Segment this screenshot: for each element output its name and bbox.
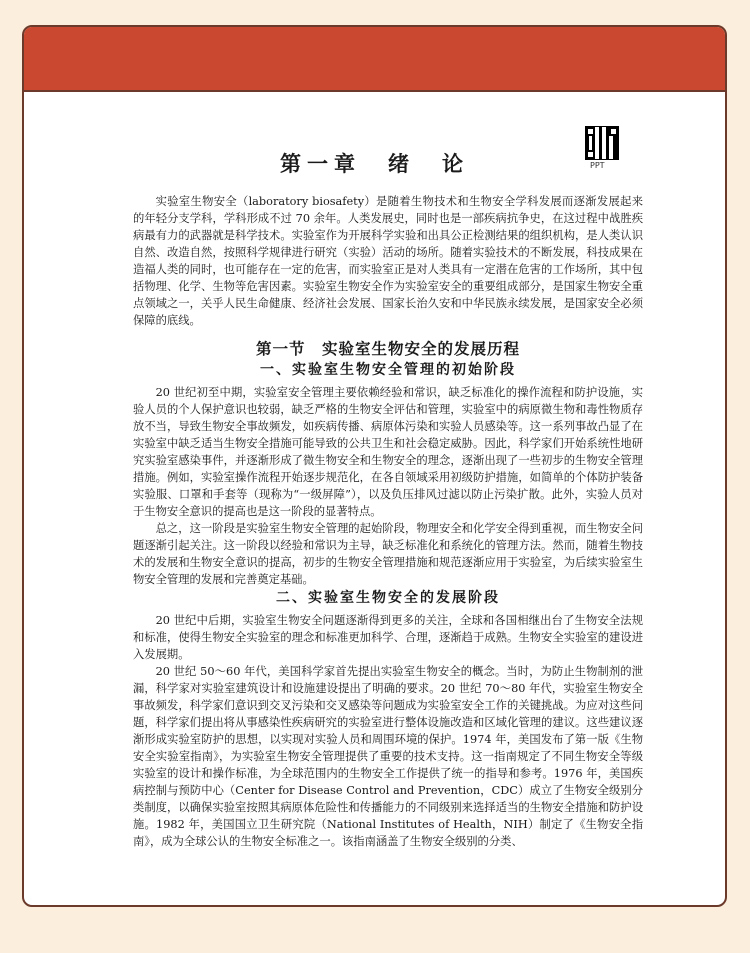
paragraph: 20 世纪初至中期，实验室安全管理主要依赖经验和常识，缺乏标准化的操作流程和防护设施，实验人员的个人保护意识也较弱，缺乏严格的生物安全评估和管理，实验室中的病原微生物和毒性物质存放不当，导致生物安全事故频发，如疾病传播、病原体污染和实验人员感染等。这一系列事故凸显了在实验室中缺乏适当生物安全措施可能导致的公共卫生和社会稳定威胁。因此，科学家们开始系统性地研究实验室感染事件，并逐渐形成了微生物安全和生物安全的理念，逐渐出现了一些初步的生物安全管理措施。例如，实验室操作流程开始逐步规范化，在各自领域采用初级防护措施，如简单的个体防护装备实验服、口罩和手套等（现称为“一级屏障”），以及负压排风过滤以防止污染扩散。此外，实验人员对于生物安全意识的提高也是这一阶段的显著特点。 <box>133 386 643 518</box>
subsection-title-2: 二、实验室生物安全的发展阶段 <box>276 590 500 606</box>
paragraph: 20 世纪中后期，实验室生物安全问题逐渐得到更多的关注，全球和各国相继出台了生物安全法规和标准，使得生物安全实验室的理念和标准更加科学、合理，逐渐趋于成熟。生物安全实验室的建设进入发展期。 <box>133 614 643 661</box>
page-content <box>133 193 643 850</box>
chapter-title: 第一章 绪 论 <box>280 152 469 176</box>
page-card <box>22 25 727 907</box>
qr-label: PPT <box>590 161 605 170</box>
intro-paragraph: 实验室生物安全（laboratory biosafety）是随着生物技术和生物安全学科发展而逐渐发展起来的年轻分支学科，学科形成不过 70 余年。人类发展史，同时也是一部疾病抗争史，在这过程中战胜疾病最有力的武器就是科学技术。实验室作为开展科学实验和出具公正检测结果的组织机构，是人类认识自然、改造自然，按照科学规律进行研究（实验）活动的场所。随着实验技术的不断发展，科技成果在造福人类的同时，也可能存在一定的危害，而实验室正是对人类具有一定潜在危害的工作场所，其中包括物理、化学、生物等危害因素。实验室生物安全作为实验室安全的重要组成部分，是国家生物安全重点领域之一，关乎人民生命健康、经济社会发展、国家长治久安和中华民族永续发展，是国家安全必须保障的底线。 <box>133 195 643 327</box>
subsection-title-1: 一、实验室生物安全管理的初始阶段 <box>260 362 516 378</box>
section-title: 第一节 实验室生物安全的发展历程 <box>255 340 520 358</box>
paragraph: 20 世纪 50～60 年代，美国科学家首先提出实验室生物安全的概念。当时，为防止生物制剂的泄漏，科学家对实验室建筑设计和设施建设提出了明确的要求。20 世纪 70～80 年代，实验室生物安全事故频发，科学家们意识到交叉污染和交叉感染等问题成为实验室安全工作的关键挑战。为应对这些问题，科学家们提出将从事感染性疾病研究的实验室进行整体设施改造和区域化管理的建议。这些建议逐渐形成实验室防护的思想，以实现对实验人员和周围环境的保护。1974 年，美国发布了第一版《生物安全实验室指南》，为实验室生物安全管理提供了重要的技术支持。这一指南规定了不同生物安全等级实验室的设计和操作标准，为全球范围内的生物安全工作提供了统一的指导和参考。1976 年，美国疾病控制与预防中心（Center for Disease Control and Prevention，CDC）成立了生物安全级别分类制度，以确保实验室按照其病原体危险性和传播能力的不同级别来选择适当的生物安全措施和防护设施。1982 年，美国国立卫生研究院（National Institutes of Health，NIH）制定了《生物安全指南》，成为全球公认的生物安全标准之一。该指南涵盖了生物安全级别的分类、 <box>133 665 643 848</box>
header-band <box>24 27 725 92</box>
paragraph: 总之，这一阶段是实验室生物安全管理的起始阶段，物理安全和化学安全得到重视，而生物安全问题逐渐引起关注。这一阶段以经验和常识为主导，缺乏标准化和系统化的管理方法。然而，随着生物技术的发展和生物安全意识的提高，初步的生物安全管理措施和规范逐渐应用于实验室，为后续实验室生物安全管理的发展和完善奠定基础。 <box>133 522 643 586</box>
